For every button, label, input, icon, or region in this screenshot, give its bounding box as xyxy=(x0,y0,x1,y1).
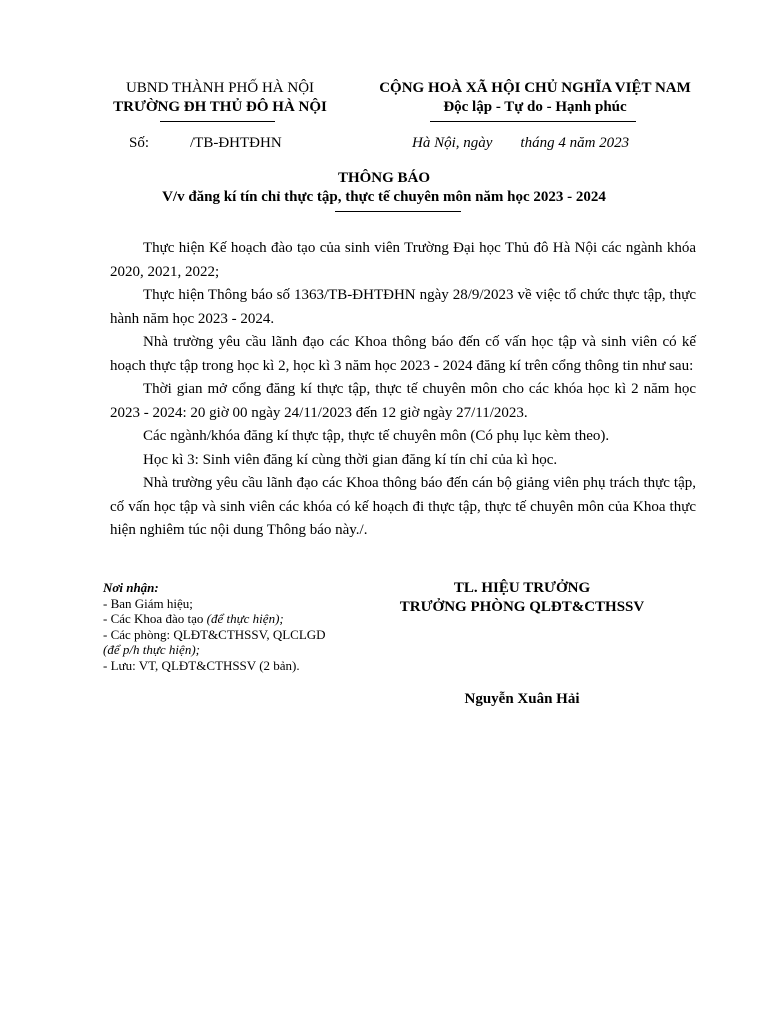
org-underline xyxy=(160,121,275,122)
org-parent-name: UBND THÀNH PHỐ HÀ NỘI xyxy=(125,80,315,96)
signer-position: TRƯỞNG PHÒNG QLĐT&CTHSSV xyxy=(399,599,645,615)
recipient-text: - Các Khoa đào tạo xyxy=(103,611,207,626)
recipient-line: - Ban Giám hiệu; xyxy=(103,595,193,611)
recipient-line: - Các phòng: QLĐT&CTHSSV, QLCLGD xyxy=(103,626,326,642)
doc-title: THÔNG BÁO xyxy=(337,170,431,186)
nation-name: CỘNG HOÀ XÃ HỘI CHỦ NGHĨA VIỆT NAM xyxy=(379,80,691,96)
body-paragraph: Các ngành/khóa đăng kí thực tập, thực tế chuyên môn (Có phụ lục kèm theo). xyxy=(143,428,610,444)
body-paragraph: Nhà trường yêu cầu lãnh đạo các Khoa thông báo đến cán bộ giảng viên phụ trách thực tập, cố vấn học tập và sinh viên các khóa có kế hoạch đi thực tập, thực tế chuyên môn của Khoa thực hiện nghiêm túc nội dung Thông báo này./. xyxy=(110,475,696,538)
place-date-part2: tháng 4 năm 2023 xyxy=(520,135,630,151)
recipient-note-line: (để p/h thực hiện); xyxy=(103,642,200,657)
org-name: TRƯỜNG ĐH THỦ ĐÔ HÀ NỘI xyxy=(113,99,327,115)
doc-number: /TB-ĐHTĐHN xyxy=(190,135,282,151)
body-paragraph: Thực hiện Kế hoạch đào tạo của sinh viên Trường Đại học Thủ đô Hà Nội các ngành khóa 2020, 2021, 2022; xyxy=(110,240,696,280)
recipient-note: (để thực hiện); xyxy=(206,611,284,626)
doc-subject: V/v đăng kí tín chỉ thực tập, thực tế chuyên môn năm học 2023 - 2024 xyxy=(162,189,606,205)
recipients-block xyxy=(103,580,403,673)
body-paragraph: Thực hiện Thông báo số 1363/TB-ĐHTĐHN ngày 28/9/2023 về việc tổ chức thực tập, thực hành năm học 2023 - 2024. xyxy=(110,287,696,327)
place-date xyxy=(412,135,629,152)
nation-motto: Độc lập - Tự do - Hạnh phúc xyxy=(443,99,627,115)
signer-name: Nguyễn Xuân Hải xyxy=(464,691,580,707)
recipient-line xyxy=(103,611,403,627)
recipient-line: - Lưu: VT, QLĐT&CTHSSV (2 bản). xyxy=(103,657,300,673)
recipients-heading: Nơi nhận: xyxy=(103,580,159,595)
motto-underline xyxy=(430,121,636,122)
doc-body xyxy=(110,237,696,543)
signer-title: TL. HIỆU TRƯỞNG xyxy=(453,580,591,596)
subject-underline xyxy=(335,211,461,212)
place-date-part1: Hà Nội, ngày xyxy=(412,135,493,151)
body-paragraph: Học kì 3: Sinh viên đăng kí cùng thời gian đăng kí tín chỉ của kì học. xyxy=(143,451,558,468)
doc-number-label: Số: xyxy=(129,135,150,151)
body-paragraph: Nhà trường yêu cầu lãnh đạo các Khoa thông báo đến cố vấn học tập và sinh viên có kế hoạch thực tập trong học kì 2, học kì 3 năm học 2023 - 2024 đăng kí trên cổng thông tin như sau: xyxy=(110,334,696,374)
body-paragraph: Thời gian mở cổng đăng kí thực tập, thực tế chuyên môn cho các khóa học kì 2 năm học 2023 - 2024: 20 giờ 00 ngày 24/11/2023 đến 12 giờ ngày 27/11/2023. xyxy=(110,381,696,421)
